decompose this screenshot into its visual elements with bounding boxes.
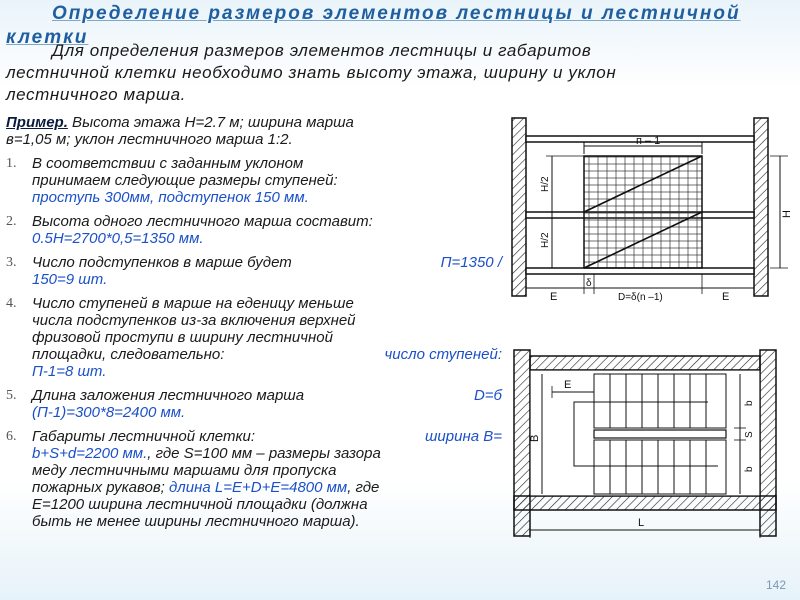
list-item-number: 4. <box>6 296 17 311</box>
list-item-text: Высота одного лестничного марша составит: <box>32 213 373 230</box>
list-item-highlight: П=1350 / <box>440 254 502 271</box>
list-item-number: 1. <box>6 156 17 171</box>
plan-dim-label-e: E <box>564 379 572 391</box>
list-item-text: Число ступеней в марше на еденицу меньше <box>32 295 354 312</box>
list-item-highlight: b+S+d=2200 мм. <box>32 445 148 462</box>
dim-label-e-left: E <box>550 291 558 303</box>
list-item-highlight: ширина В= <box>424 428 502 445</box>
dim-label-h: H <box>781 210 793 218</box>
plan-dim-label-s: S <box>744 431 755 438</box>
intro-line: Для определения размеров элементов лестницы и габаритов <box>52 41 592 60</box>
plan-dim-label-b-bottom: b <box>744 466 755 472</box>
body-text <box>6 114 502 537</box>
dim-label-h-half-top: H/2 <box>540 176 551 192</box>
wall-right <box>754 118 768 296</box>
dim-label-h-half-bottom: H/2 <box>540 232 551 248</box>
plan-dim-label-b-total: B <box>529 434 541 442</box>
list-item-number: 6. <box>6 429 17 444</box>
list-item-highlight: длина L=Е+D+Е=4800 мм <box>169 479 348 496</box>
list-item-text: В соответствии с заданным уклоном <box>32 155 304 172</box>
list-item-number: 2. <box>6 214 17 229</box>
floor-slab-bottom <box>526 268 754 274</box>
list-item-highlight: (П-1)=300*8=2400 мм. <box>32 404 186 421</box>
list-item <box>6 155 502 206</box>
plan-wall-bottom <box>514 496 776 510</box>
wall-left <box>512 118 526 296</box>
dim-label-delta: δ <box>586 278 592 289</box>
list-item-highlight: число ступеней: <box>384 346 502 363</box>
intro-paragraph <box>6 40 796 106</box>
plan-dim-label-b-top: b <box>744 400 755 406</box>
list-item <box>6 254 502 288</box>
slide-title-continued: клетки <box>6 27 89 48</box>
list-item-text: , где S=100 мм – размеры зазора <box>147 445 381 462</box>
list-item-highlight: П-1=8 шт. <box>32 363 107 380</box>
list-item <box>6 213 502 247</box>
list-item-text: площадки, следовательно: <box>32 346 225 363</box>
list-item-text: фризовой проступи в ширину лестничной <box>32 329 333 346</box>
example-label: Пример. <box>6 114 68 131</box>
list-item-text: Число подступенков в марше будет <box>32 254 292 271</box>
list-item <box>6 387 502 421</box>
stair-flights-grid <box>584 156 702 268</box>
example-text: в=1,05 м; уклон лестничного марша 1:2. <box>6 131 293 148</box>
list-item-text: пожарных рукавов; <box>32 479 170 496</box>
list-item-text: принимаем следующие размеры ступеней: <box>32 172 338 189</box>
dim-label-e-right: E <box>722 291 730 303</box>
list-item <box>6 295 502 380</box>
plan-dim-label-l: L <box>638 517 645 529</box>
list-item-highlight: проступь 300мм, подступенок 150 мм. <box>32 189 309 206</box>
list-item <box>6 428 502 530</box>
slide-title: Определение размеров элементов лестницы и лестничной <box>52 3 741 24</box>
plan-wall-top <box>530 356 760 370</box>
list-item-text: меду лестничными маршами для пропуска <box>32 462 337 479</box>
example-paragraph <box>6 114 502 148</box>
list-item-text: , где <box>347 479 380 496</box>
dim-label-n-minus-1: п – 1 <box>636 135 661 147</box>
example-text: Высота этажа Н=2.7 м; ширина марша <box>67 114 354 131</box>
list-item-highlight: 150=9 шт. <box>32 271 108 288</box>
list-item-text: быть не менее ширины лестничного марша). <box>32 513 360 530</box>
stair-section-drawing <box>508 108 800 304</box>
stair-plan-drawing <box>508 346 800 560</box>
intro-line: лестничного марша. <box>6 85 186 104</box>
list-item-text: Длина заложения лестничного марша <box>32 387 305 404</box>
list-item-number: 5. <box>6 388 17 403</box>
list-item-text: Габариты лестничной клетки: <box>32 428 256 445</box>
list-item-text: Е=1200 ширина лестничной площадки (должна <box>32 496 368 513</box>
dim-label-d: D=δ(n –1) <box>618 292 663 303</box>
plan-handrail-gap <box>594 430 726 438</box>
list-item-highlight: D=б <box>473 387 502 404</box>
list-item-number: 3. <box>6 255 17 270</box>
list-item-text: числа подступенков из-за включения верхней <box>32 312 356 329</box>
list-item-highlight: 0.5Н=2700*0,5=1350 мм. <box>32 230 204 247</box>
page-number: 142 <box>765 578 786 592</box>
intro-line: лестничной клетки необходимо знать высоту этажа, ширину и уклон <box>6 63 617 82</box>
